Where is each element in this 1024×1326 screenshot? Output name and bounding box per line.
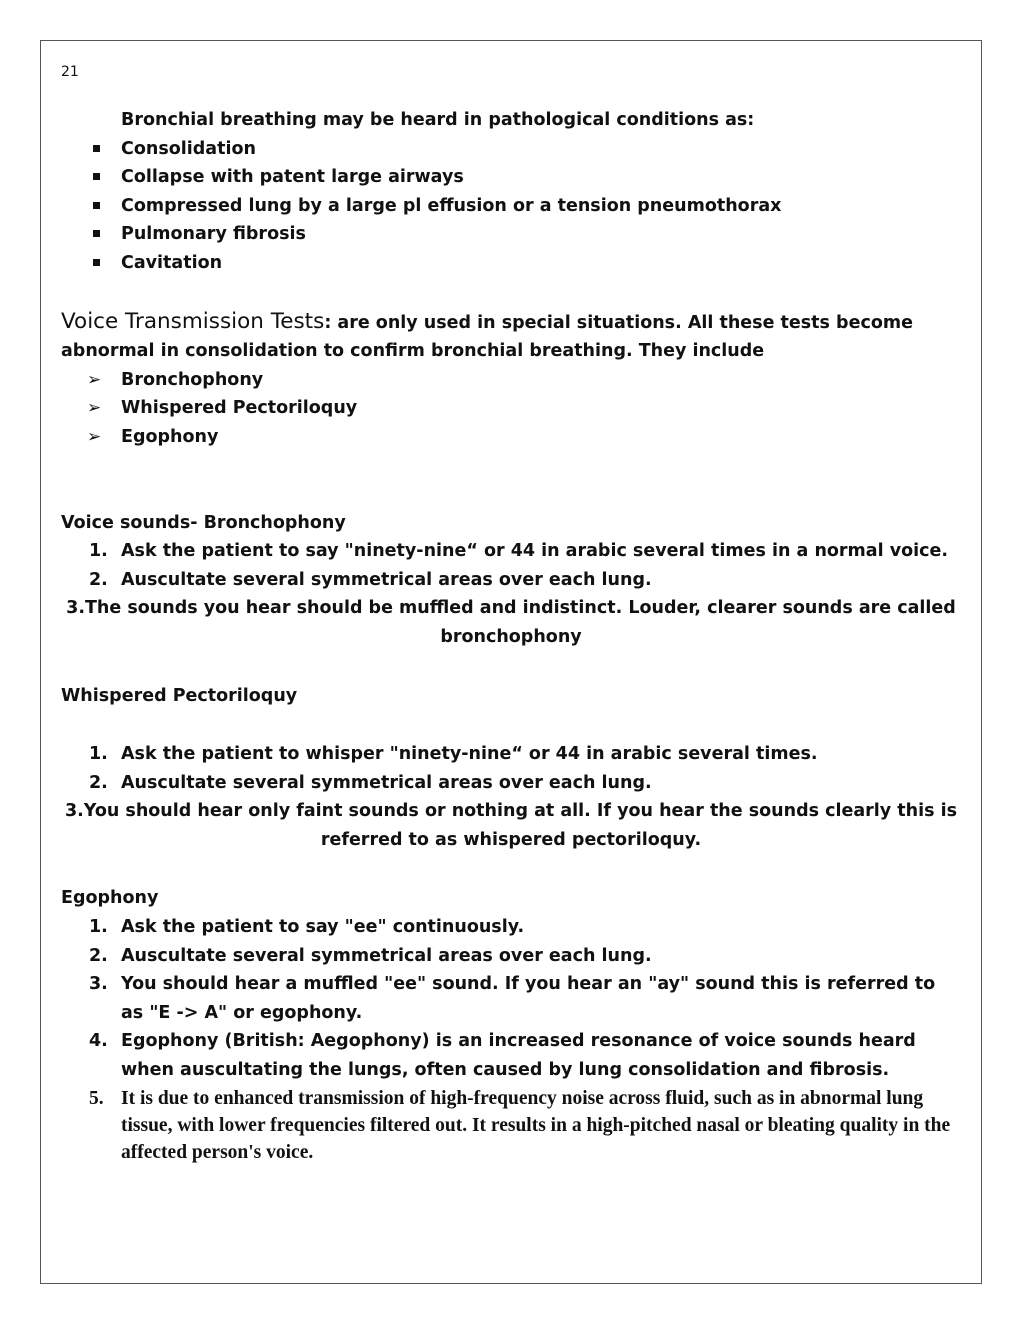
whispered-steps — [61, 740, 961, 797]
bronchophony-step-3: 3.The sounds you hear should be muffled and indistinct. Louder, clearer sounds are called bronchophony — [66, 598, 956, 647]
list-item: 5. It is due to enhanced transmission of high-frequency noise across fluid, such as in abnormal lung tissue, with lower frequencies filtered out. It results in a high-pitched nasal or bleating quality in the affected person's voice. — [89, 1087, 951, 1163]
voice-tests-title: Voice Transmission Tests — [61, 308, 325, 334]
list-item: Collapse with patent large airways — [61, 163, 961, 192]
square-bullet-icon — [93, 230, 100, 237]
page-content — [61, 60, 961, 1166]
list-item: ➢ Egophony — [61, 423, 961, 452]
list-item: Consolidation — [61, 135, 961, 164]
square-bullet-icon — [93, 202, 100, 209]
whispered-heading: Whispered Pectoriloquy — [61, 685, 298, 706]
arrow-bullet-icon: ➢ — [87, 369, 102, 390]
egophony-heading: Egophony — [61, 888, 159, 909]
list-item: 2. Auscultate several symmetrical areas over each lung. — [89, 772, 652, 793]
page-number: 21 — [61, 64, 79, 80]
voice-tests-paragraph: Voice Transmission Tests: are only used in special situations. All these tests become abnormal in consolidation to confirm bronchial breathing. They include — [61, 308, 913, 362]
arrow-bullet-icon: ➢ — [87, 398, 102, 419]
list-item: 4. Egophony (British: Aegophony) is an increased resonance of voice sounds heard when auscultating the lungs, often caused by lung consolidation and fibrosis. — [89, 1031, 916, 1081]
list-item: Compressed lung by a large pl effusion or a tension pneumothorax — [61, 192, 961, 221]
square-bullet-icon — [93, 173, 100, 180]
bronchophony-heading: Voice sounds- Bronchophony — [61, 512, 346, 533]
list-item: 1. Ask the patient to say "ee" continuously. — [89, 917, 525, 938]
list-item: Cavitation — [61, 249, 961, 278]
list-item: 3. You should hear a muffled "ee" sound. If you hear an "ay" sound this is referred to as "E -> A" or egophony. — [89, 974, 936, 1023]
list-item: 1. Ask the patient to say "ninety-nine“ or 44 in arabic several times in a normal voice. — [89, 541, 949, 562]
list-item: ➢ Whispered Pectoriloquy — [61, 394, 961, 423]
bronchial-intro: Bronchial breathing may be heard in pathological conditions as: — [121, 110, 755, 130]
list-item: Pulmonary fibrosis — [61, 220, 961, 249]
whispered-step-3: 3.You should hear only faint sounds or nothing at all. If you hear the sounds clearly this is referred to as whispered pectoriloquy. — [64, 801, 958, 850]
list-item: 1. Ask the patient to whisper "ninety-nine“ or 44 in arabic several times. — [89, 744, 818, 765]
square-bullet-icon — [93, 145, 100, 152]
list-item: 2. Auscultate several symmetrical areas over each lung. — [89, 945, 652, 966]
arrow-bullet-icon: ➢ — [87, 426, 102, 447]
list-item: ➢ Bronchophony — [61, 366, 961, 395]
square-bullet-icon — [93, 259, 100, 266]
bronchial-list — [61, 135, 961, 278]
voice-tests-list — [61, 366, 961, 452]
list-item: 2. Auscultate several symmetrical areas over each lung. — [89, 569, 652, 590]
egophony-steps — [61, 913, 961, 1166]
bronchophony-steps — [61, 537, 961, 594]
